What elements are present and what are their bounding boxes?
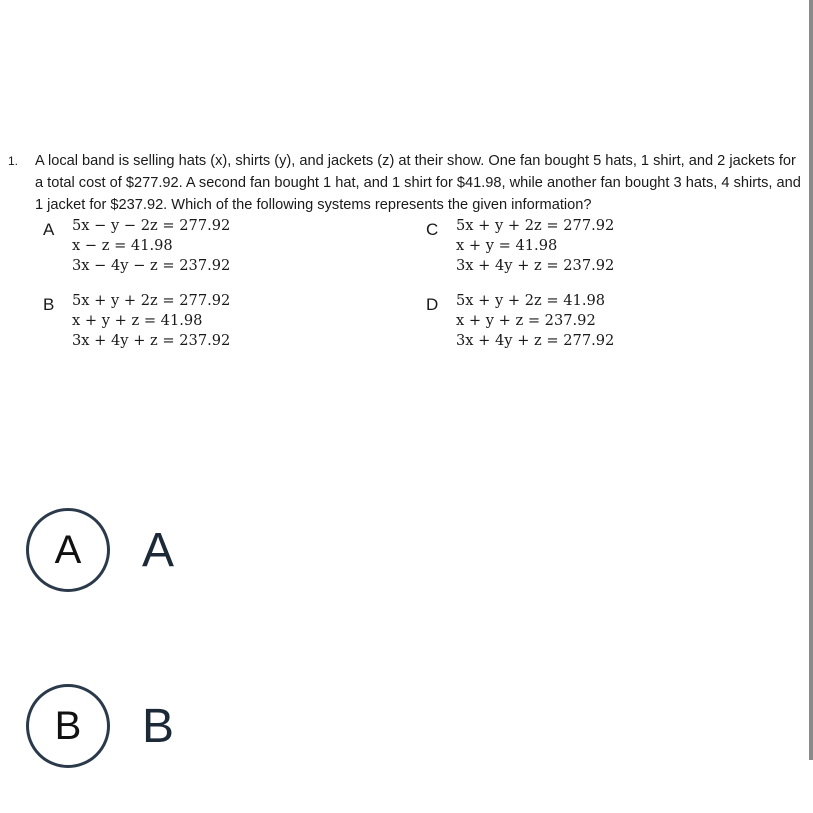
equation: x + y + z = 41.98 bbox=[72, 312, 203, 329]
option-b-equations bbox=[72, 291, 230, 351]
option-d-equations bbox=[456, 291, 614, 351]
answer-a-text[interactable]: A bbox=[142, 523, 175, 577]
option-c-label: C bbox=[426, 220, 439, 239]
equation: x + y = 41.98 bbox=[456, 237, 558, 254]
option-b-label: B bbox=[43, 295, 55, 314]
equation: 5x + y + 2z = 41.98 bbox=[456, 292, 606, 309]
equation: 5x + y + 2z = 277.92 bbox=[72, 292, 231, 309]
question-text: A local band is selling hats (x), shirts (y), and jackets (z) at their show. One fan bought 5 hats, 1 shirt, and 2 jackets for a total cost of $277.92. A second fan bought 1 hat, and 1 shirt for $41.98, while another fan bought 3 hats, 4 shirts, and 1 jacket for $237.92. Which of the following systems represents the given information? bbox=[35, 153, 801, 213]
equation: 5x − y − 2z = 277.92 bbox=[72, 217, 231, 234]
option-d-label: D bbox=[426, 295, 439, 314]
option-a-equations bbox=[72, 216, 230, 276]
answer-choice-b[interactable] bbox=[26, 684, 174, 768]
equation: 3x + 4y + z = 237.92 bbox=[72, 332, 231, 349]
answer-a-badge[interactable]: A bbox=[26, 508, 110, 592]
option-a-label: A bbox=[43, 220, 55, 239]
equation: 3x + 4y + z = 237.92 bbox=[456, 257, 615, 274]
scrollbar-edge bbox=[809, 0, 813, 760]
answer-choice-a[interactable] bbox=[26, 508, 174, 592]
equation: 3x + 4y + z = 277.92 bbox=[456, 332, 615, 349]
question-number: 1. bbox=[8, 154, 19, 168]
answer-b-badge[interactable]: B bbox=[26, 684, 110, 768]
answer-b-text[interactable]: B bbox=[142, 699, 175, 753]
equation: 3x − 4y − z = 237.92 bbox=[72, 257, 231, 274]
option-c-equations bbox=[456, 216, 614, 276]
equation: x − z = 41.98 bbox=[72, 237, 173, 254]
equation: x + y + z = 237.92 bbox=[456, 312, 596, 329]
question-block bbox=[8, 150, 803, 216]
equation: 5x + y + 2z = 277.92 bbox=[456, 217, 615, 234]
